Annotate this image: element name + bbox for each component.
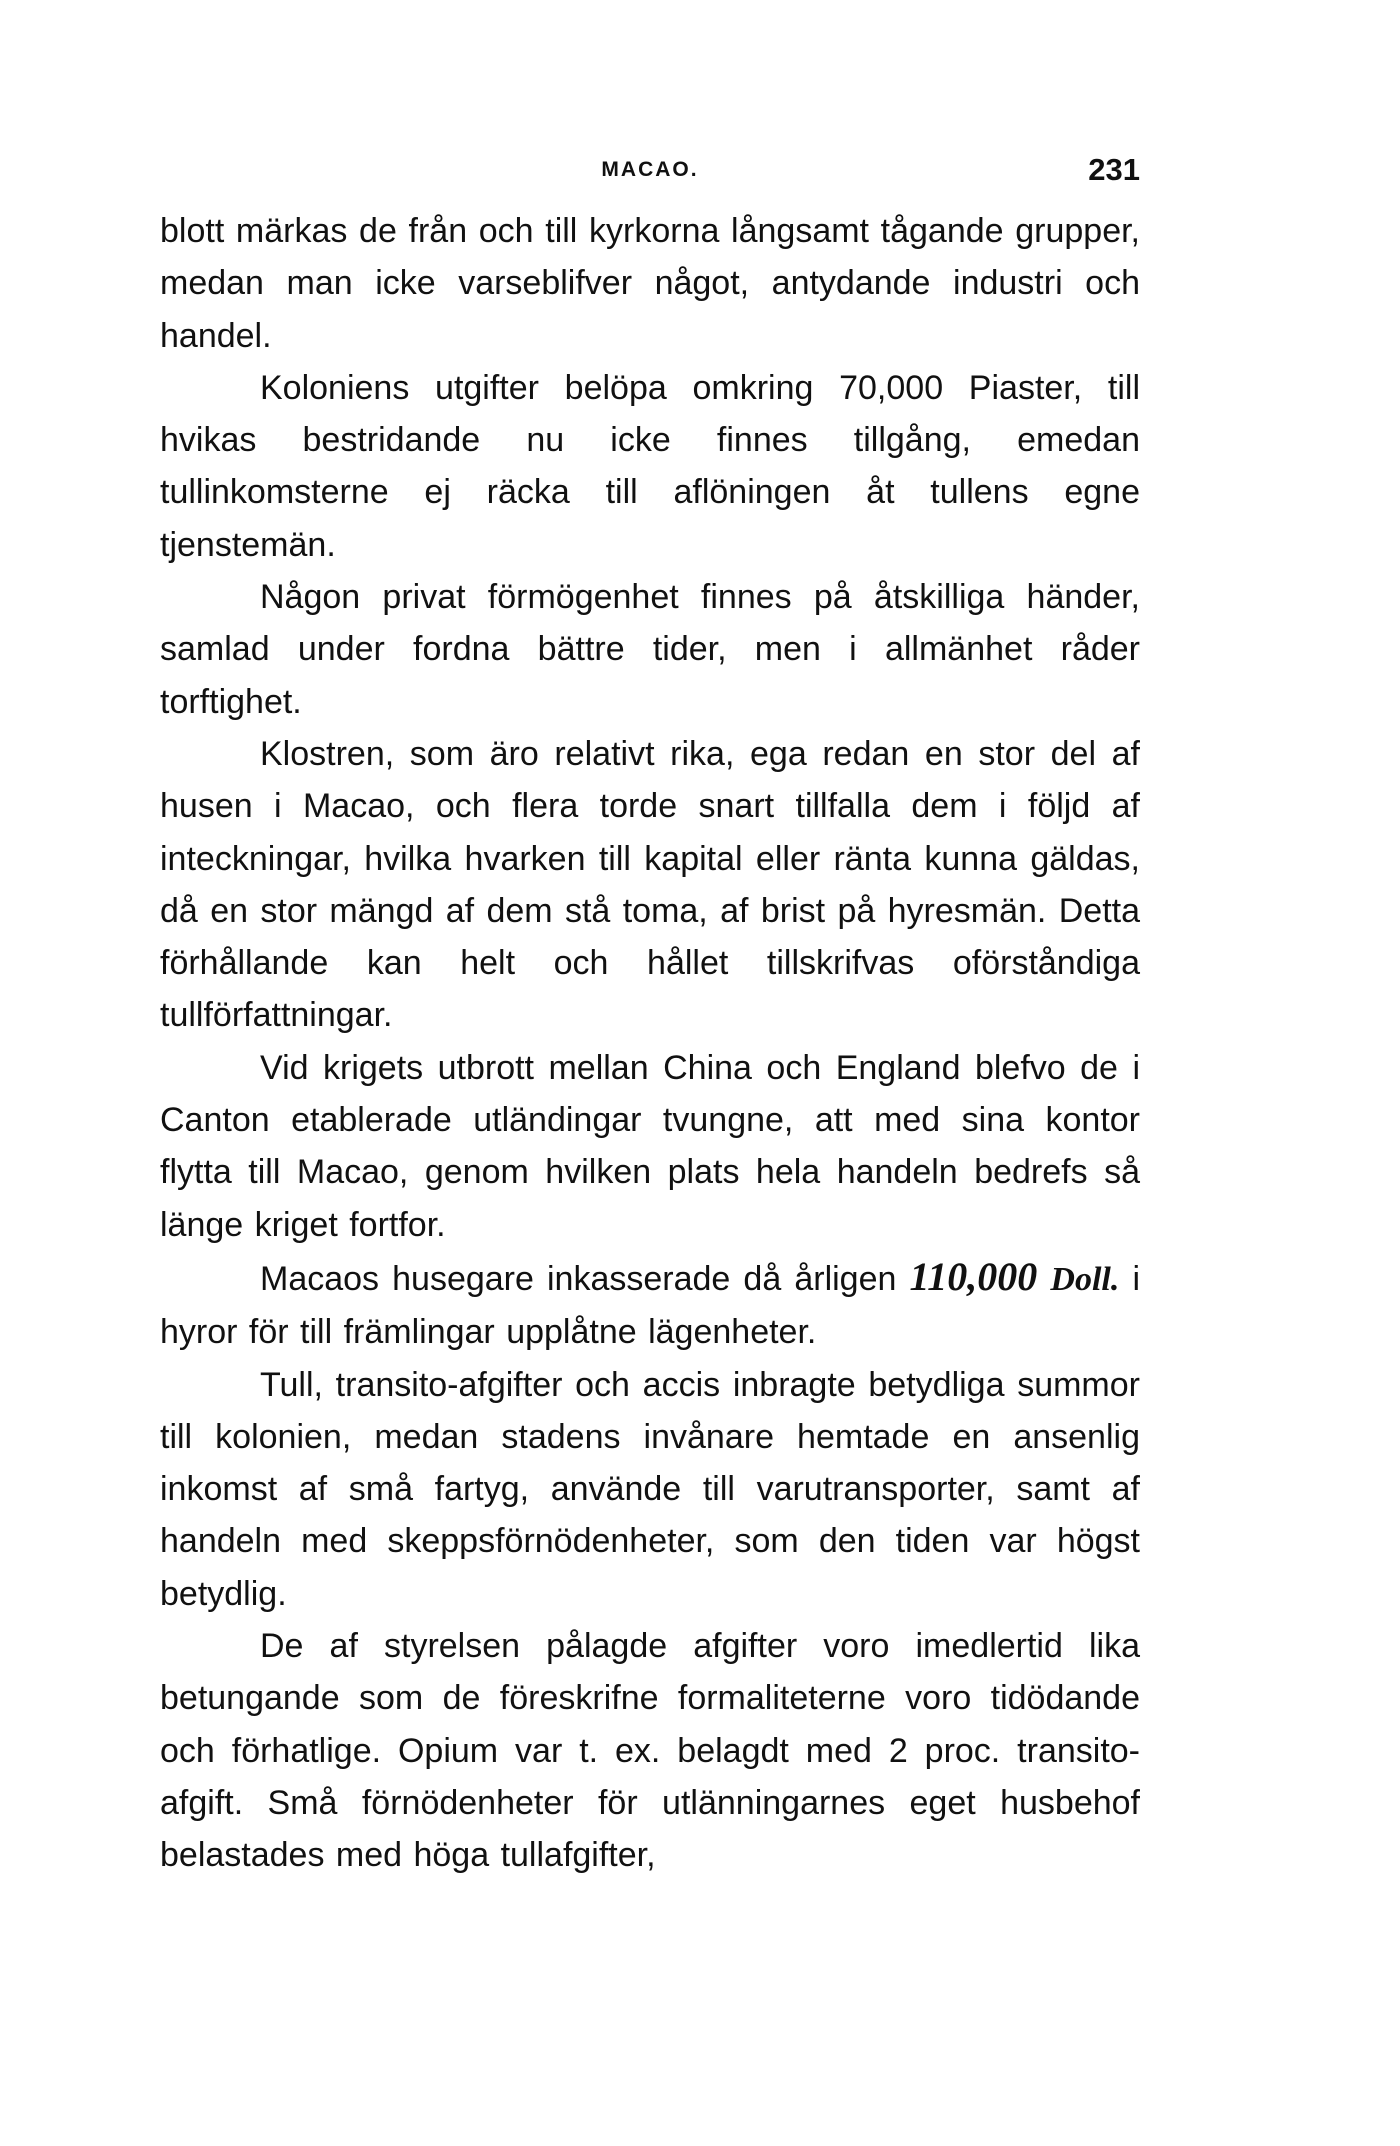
paragraph-7: Tull, transito-afgifter och accis inbragte betydliga summor till kolonien, medan stadens invånare hemtade en ansenlig inkomst af små fartyg, använde till varutransporter, samt af handeln med skeppsförnödenheter, som den tiden var högst betydlig. (160, 1365, 1140, 1613)
paragraph-1: blott märkas de från och till kyrkorna långsamt tågande grupper, medan man icke varseblifver något, antydande industri och handel. (160, 212, 1140, 355)
running-header (160, 150, 1140, 190)
paragraph-8: De af styrelsen pålagde afgifter voro imedlertid lika betungande som de föreskrifne formaliteterne voro tidödande och förhatlige. Opium var t. ex. belagdt med 2 proc. transito-afgift. Små förnödenheter för utlänningarnes eget husbehof belastades med höga tullafgifter, (160, 1627, 1140, 1875)
paragraph-6 (160, 1251, 1140, 1359)
paragraph-6-before: Macaos husegare inkasserade då årligen (260, 1259, 897, 1298)
body-text (160, 205, 1140, 1882)
rent-amount: 110,000 (909, 1253, 1038, 1299)
paragraph-4: Klostren, som äro relativt rika, ega redan en stor del af husen i Macao, och flera torde snart tillfalla dem i följd af inteckningar, hvilka hvarken till kapital eller ränta kunna gäldas, då en stor mängd af dem stå toma, af brist på hyresmän. Detta förhållande kan helt och hållet tillskrifvas oförståndiga tullförfattningar. (160, 734, 1140, 1035)
currency-unit: Doll. (1050, 1260, 1120, 1298)
paragraph-3: Någon privat förmögenhet finnes på åtskilliga händer, samlad under fordna bättre tider, men i allmänhet råder torftighet. (160, 578, 1140, 721)
running-title: MACAO. (601, 158, 699, 181)
paragraph-2: Koloniens utgifter belöpa omkring 70,000 Piaster, till hvikas bestridande nu icke finnes tillgång, emedan tullinkomsterne ej räcka till aflöningen åt tullens egne tjenstemän. (160, 368, 1140, 564)
paragraph-5: Vid krigets utbrott mellan China och England blefvo de i Canton etablerade utländingar tvungne, att med sina kontor flytta till Macao, genom hvilken plats hela handeln bedrefs så länge kriget fortfor. (160, 1048, 1140, 1244)
paragraph-6-after: i hyror för till främlingar upplåtne lägenheter. (160, 1259, 1140, 1352)
page-number: 231 (1088, 152, 1140, 187)
